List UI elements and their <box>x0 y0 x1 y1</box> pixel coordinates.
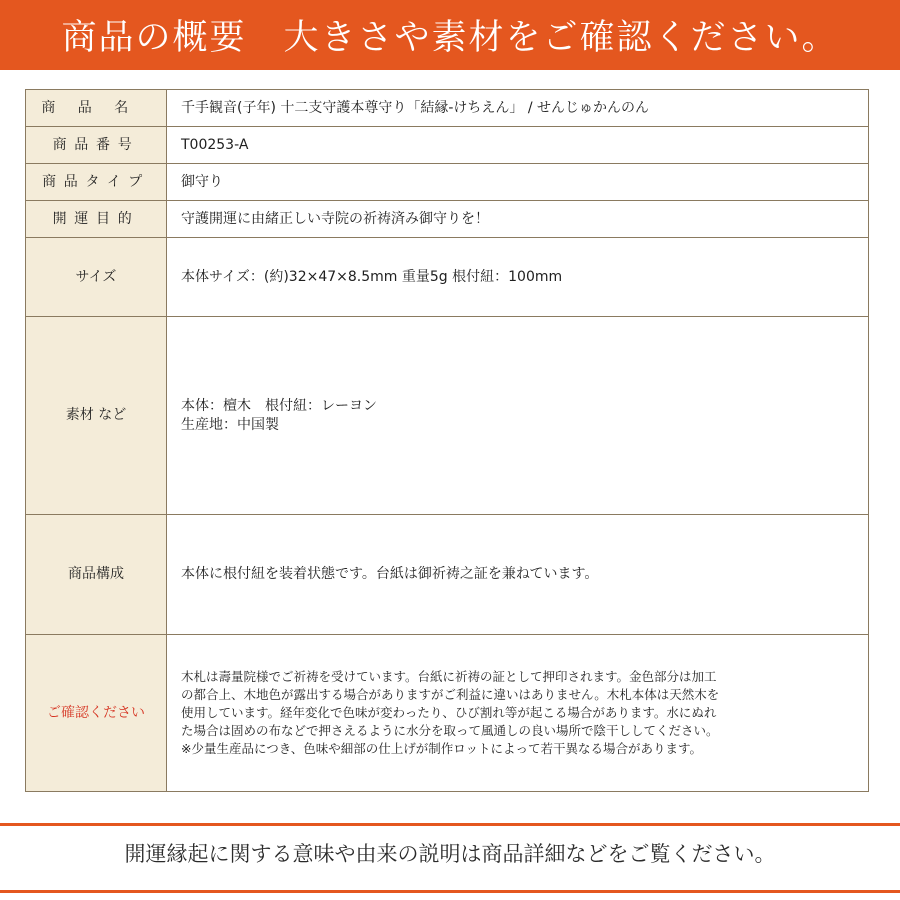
spec-label: 商品番号 <box>26 127 167 164</box>
spec-label-caution: ご確認ください <box>26 635 167 792</box>
caution-line: 使用しています。経年変化で色味が変わったり、ひび割れ等が起こる場合があります。水にぬれ <box>181 704 717 720</box>
spec-label: 開運目的 <box>26 201 167 238</box>
spec-label: サイズ <box>26 238 167 317</box>
footer-divider-top <box>0 823 900 826</box>
spec-value-caution <box>167 635 869 792</box>
spec-value-size: 本体サイズ：(約)32×47×8.5mm 重量5g 根付紐：100mm <box>167 238 869 317</box>
spec-label: 商品構成 <box>26 515 167 635</box>
spec-value-product-type: 御守り <box>167 164 869 201</box>
spec-label: 商品名 <box>26 90 167 127</box>
caution-line: ※少量生産品につき、色味や細部の仕上げが制作ロットによって若干異なる場合があります。 <box>181 741 702 757</box>
spec-label: 商品タイプ <box>26 164 167 201</box>
caution-line: 木札は壽量院様でご祈祷を受けています。台紙に祈祷の証として押印されます。金色部分は加工 <box>181 668 717 684</box>
origin-line: 生産地：中国製 <box>181 416 279 433</box>
spec-row-contents <box>26 515 869 635</box>
spec-row-product-type <box>26 164 869 201</box>
spec-row-product-number <box>26 127 869 164</box>
spec-row-material <box>26 317 869 515</box>
spec-value-purpose: 守護開運に由緒正しい寺院の祈祷済み御守りを！ <box>167 201 869 238</box>
spec-row-size <box>26 238 869 317</box>
spec-value-product-name: 千手観音(子年) 十二支守護本尊守り「結縁-けちえん」 / せんじゅかんのん <box>167 90 869 127</box>
footer-divider-bottom <box>0 890 900 893</box>
caution-line: た場合は固めの布などで押さえるように水分を取って風通しの良い場所で陰干ししてください。 <box>181 723 719 739</box>
caution-line: の都合上、木地色が露出する場合がありますがご利益に違いはありません。木札本体は天然木を <box>181 686 720 702</box>
material-line: 本体：檀木 根付紐：レーヨン <box>181 398 377 415</box>
footer-note: 開運縁起に関する意味や由来の説明は商品詳細などをご覧ください。 <box>124 842 776 866</box>
spec-value-contents: 本体に根付紐を装着状態です。台紙は御祈祷之証を兼ねています。 <box>167 515 869 635</box>
spec-value-material <box>167 317 869 515</box>
spec-label: 素材 など <box>26 317 167 515</box>
spec-value-product-number: T00253-A <box>167 127 869 164</box>
header-banner <box>0 0 900 70</box>
banner-title: 商品の概要 大きさや素材をご確認ください。 <box>61 18 839 58</box>
spec-row-product-name <box>26 90 869 127</box>
product-spec-table <box>25 89 869 792</box>
spec-row-caution <box>26 635 869 792</box>
spec-row-purpose <box>26 201 869 238</box>
